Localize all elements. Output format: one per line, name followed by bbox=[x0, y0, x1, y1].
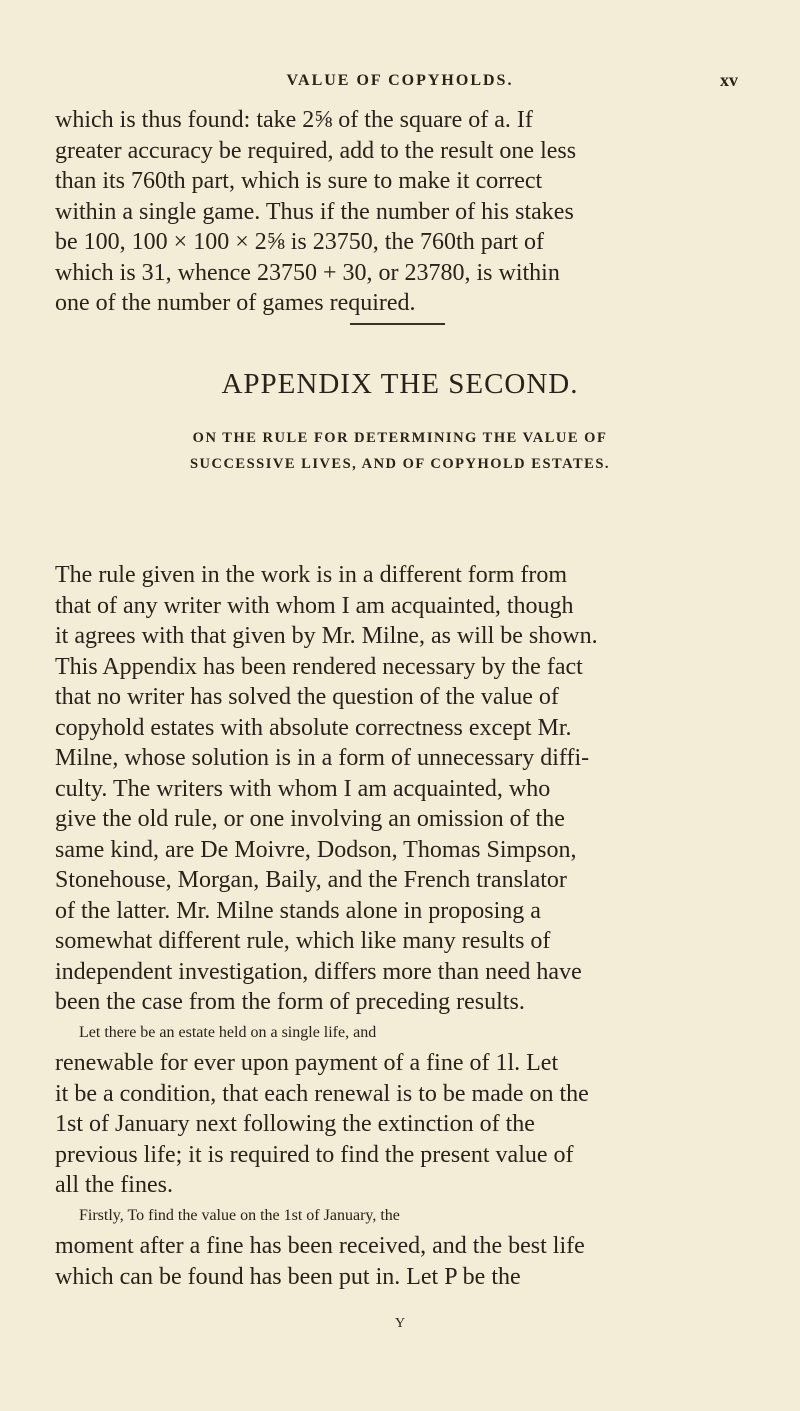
text-line: Firstly, To find the value on the 1st of January, the bbox=[79, 1206, 400, 1224]
text-line: greater accuracy be required, add to the result one less bbox=[55, 137, 577, 164]
text-line: that of any writer with whom I am acquainted, though bbox=[55, 592, 574, 619]
text-line: culty. The writers with whom I am acquainted, who bbox=[55, 775, 551, 802]
text-line: previous life; it is required to find the present value of bbox=[55, 1141, 574, 1168]
text-line: somewhat different rule, which like many results of bbox=[55, 928, 551, 954]
subtitle-line: SUCCESSIVE LIVES, AND OF COPYHOLD ESTATES. bbox=[189, 456, 611, 472]
text-line: one of the number of games required. bbox=[55, 290, 416, 316]
signature-mark: Y bbox=[395, 1316, 406, 1331]
body-text bbox=[55, 560, 745, 1292]
text-line: Milne, whose solution is in a form of unnecessary diffi- bbox=[55, 745, 590, 771]
intro-paragraph bbox=[55, 105, 745, 319]
section-divider bbox=[350, 323, 445, 325]
text-line: renewable for ever upon payment of a fine of 1l. Let bbox=[55, 1050, 559, 1076]
text-line: be 100, 100 × 100 × 2⅝ is 23750, the 760th part of bbox=[55, 229, 545, 255]
text-line: been the case from the form of preceding results. bbox=[55, 989, 525, 1015]
page-number: xv bbox=[720, 70, 738, 90]
text-line: Let there be an estate held on a single life, and bbox=[79, 1023, 377, 1041]
text-line: than its 760th part, which is sure to make it correct bbox=[55, 168, 543, 194]
text-line: all the fines. bbox=[55, 1172, 173, 1198]
text-line: give the old rule, or one involving an omission of the bbox=[55, 806, 565, 832]
text-line: within a single game. Thus if the number of his stakes bbox=[55, 198, 574, 225]
appendix-title: APPENDIX THE SECOND. bbox=[221, 368, 579, 400]
text-line: This Appendix has been rendered necessary by the fact bbox=[55, 653, 583, 680]
text-line: of the latter. Mr. Milne stands alone in proposing a bbox=[55, 897, 541, 924]
text-line: 1st of January next following the extinction of the bbox=[55, 1111, 535, 1137]
text-line: copyhold estates with absolute correctness except Mr. bbox=[55, 714, 572, 741]
text-line: moment after a fine has been received, and the best life bbox=[55, 1233, 585, 1259]
text-line: it be a condition, that each renewal is to be made on the bbox=[55, 1080, 589, 1107]
text-line: independent investigation, differs more than need have bbox=[55, 958, 582, 985]
text-line: that no writer has solved the question of the value of bbox=[55, 684, 559, 710]
text-line: which can be found has been put in. Let P be the bbox=[55, 1263, 521, 1290]
subtitle-line: ON THE RULE FOR DETERMINING THE VALUE OF bbox=[192, 430, 608, 446]
text-line: Stonehouse, Morgan, Baily, and the French translator bbox=[55, 867, 567, 893]
text-line: which is 31, whence 23750 + 30, or 23780, is within bbox=[55, 259, 560, 286]
text-line: which is thus found: take 2⅝ of the square of a. If bbox=[55, 107, 533, 133]
running-title: VALUE OF COPYHOLDS. bbox=[286, 72, 514, 89]
text-line: it agrees with that given by Mr. Milne, as will be shown. bbox=[55, 623, 598, 649]
appendix-subtitle bbox=[55, 425, 745, 477]
text-line: The rule given in the work is in a different form from bbox=[55, 562, 568, 588]
text-line: same kind, are De Moivre, Dodson, Thomas Simpson, bbox=[55, 836, 577, 863]
